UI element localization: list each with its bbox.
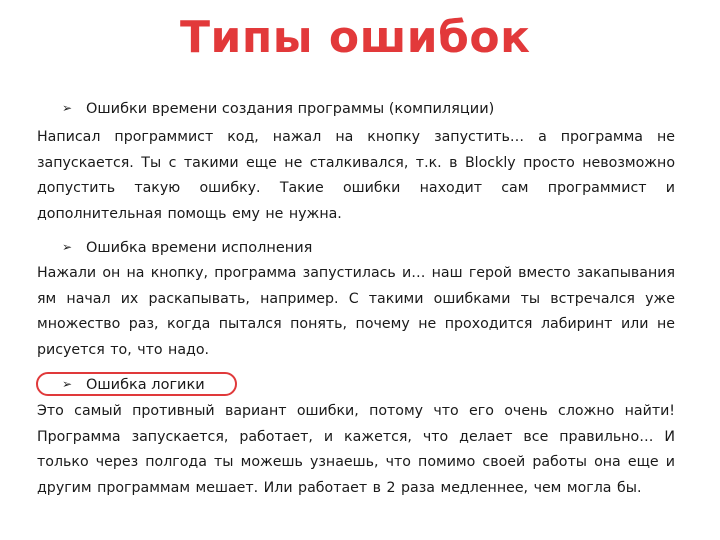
section-heading-label: Ошибка логики [86,377,205,393]
bullet-arrow-icon: ➢ [62,377,73,391]
bullet-arrow-icon: ➢ [62,101,73,115]
section-heading-compile-errors [62,97,494,119]
section-heading-label: Ошибки времени создания программы (компиляции) [86,101,495,117]
bullet-arrow-icon: ➢ [62,240,73,254]
section-heading-logic-errors [62,373,205,395]
page-title: Типы ошибок [180,12,531,63]
section-paragraph-runtime-errors: Нажали он на кнопку, программа запустилась и… наш герой вместо закапывания ям начал их раскапывать, например. С такими ошибками ты встречался уже множество раз, когда пытался понять, почему не проходится лабиринт или не рисуется то, что надо. [37,265,675,358]
section-heading-label: Ошибка времени исполнения [86,240,313,256]
section-paragraph-logic-errors: Это самый противный вариант ошибки, потому что его очень сложно найти! Программа запускается, работает, и кажется, что делает все правильно… И только через полгода ты можешь узнаешь, что помимо своей работы она еще и другим программам мешает. Или работает в 2 раза медленнее, чем могла бы. [37,403,675,496]
section-paragraph-compile-errors: Написал программист код, нажал на кнопку запустить… а программа не запускается. Ты с такими еще не сталкивался, т.к. в Blockly просто невозможно допустить такую ошибку. Такие ошибки находит сам программист и дополнительная помощь ему не нужна. [37,129,675,222]
section-heading-runtime-errors [62,236,312,258]
